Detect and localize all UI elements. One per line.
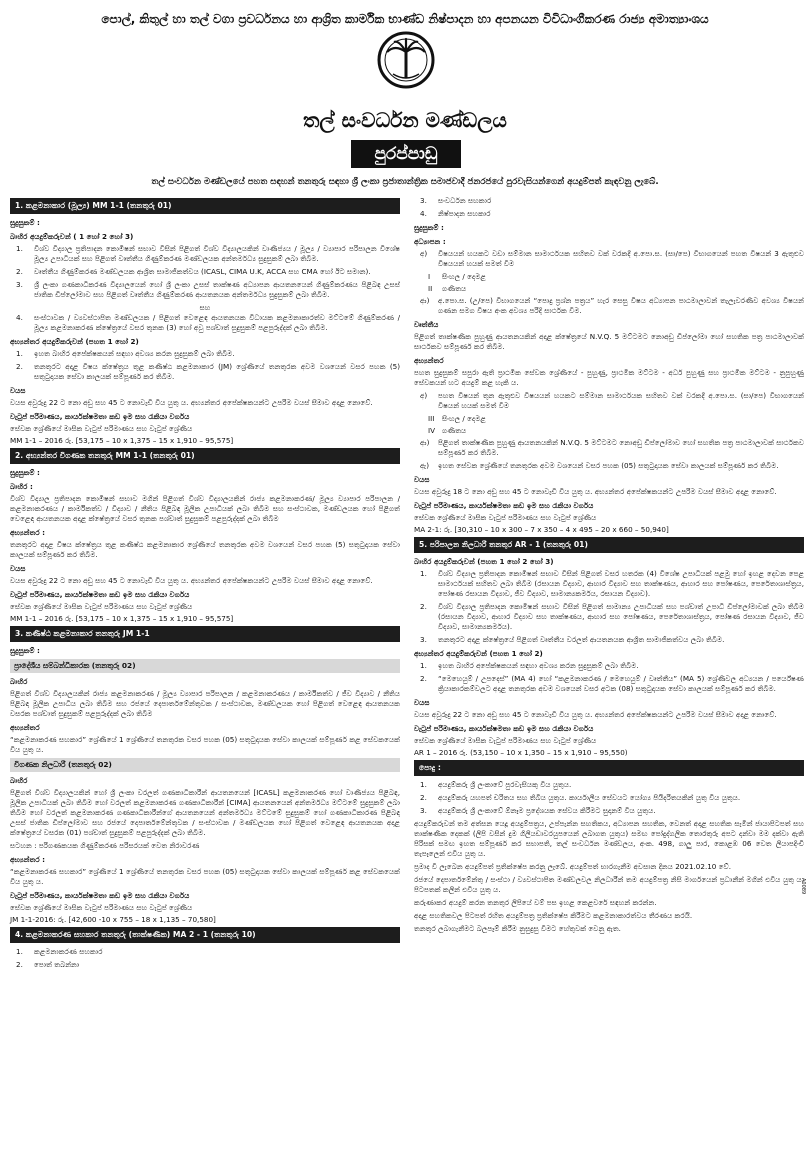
age-text: වයස අවුරුදු 22 ට නො අඩු සහ 45 ට නොවැඩි විය යුතු ය. අභ්‍යන්තර අපේක්ෂකයන්ට උපරිම වයස් සීමාව අදාළ නොවේ. <box>414 710 777 719</box>
salary-type: සේවක ශ්‍රේණියේ මාසික වැටුප් පරිමාණය සහ වැටුප් ශ්‍රේණිය <box>414 513 597 522</box>
emblem-icon <box>375 30 437 90</box>
external-heading: බාහිර අයදුම්කරුවන් (පහත 1 හෝ 2 හෝ 3) <box>414 557 554 566</box>
list-item: 3. අයදුම්කරු ශ්‍රී ලංකාවේ ඕනෑම ප්‍රදේශයක සේවය කිරීමට සුදානම් විය යුතුය. <box>420 806 656 815</box>
internal-text: පහත සුදුසුකම් සපුරා ඇති ප්‍රාථමික සේවක ශ්‍රේණියේ - පුහුණු, ප්‍රාථමික මට්ටම - අර්ධ පුහුණු සහ ප්‍රාථමික මට්ටම - නුපුහුණු සේවකයන් හට අයදුම් කළ හැකි ය. <box>414 368 804 387</box>
qualifications-heading: සුදුසුකම් : <box>10 218 40 227</box>
list-item: 3. ශ්‍රී ලංකා ගණකාධිකරණ විද්‍යාලයෙන් හෝ ශ්‍රී ලංකා උසස් තාක්ෂණ අධ්‍යාපන ආයතනයෙන් ගිණුම්කරණය පිළිබඳ උසස් ජාතික ඩිප්ලෝමාව සහ පිළිගත් වෘත්තීය ගිණුම්කරණ ආයතනයක අන්තර්මධ්‍ය සුදුසුකම් ලබා තිබීම. <box>16 280 400 299</box>
salary-scale: MM 1-1 – 2016 රු. [53,175 – 10 x 1,375 – 15 x 1,910 – 95,575] <box>10 614 234 623</box>
salary-heading: වැටුප් පරිමාණය, කාර්යක්ෂමතා කඩ ඉම සහ රැකියා වර්ගය <box>10 412 190 421</box>
influence-text: තනතුර ලබාගැනීමට බලපෑම් කිරීම නුසුදුසු වීමට හේතුවක් වෙනු ඇත. <box>414 924 621 933</box>
external-heading: බාහිර : <box>10 482 33 491</box>
list-item: 2. විශ්ව විද්‍යාල ප්‍රතිපාදන කොමිෂන් සභාව විසින් පිළිගත් සාමාන්‍ය උපාධියක් සහ පශ්චාත් උපාධි ඩිප්ලෝමාවක් ලබා තිබීම (රසායන විද්‍යාව, ආහාර විද්‍යාව සහ තාක්ෂණය, ආහාර සහ පෝෂණය, පෙරේතාශාස්ත්‍රය, පෝෂණ රසායන විද්‍යාව, ජීව විද්‍යාව, සාමාන්‍යකර්මය). <box>420 602 804 631</box>
list-item: 1. අයදුම්කරු ශ්‍රී ලංකාවේ පුරවැසියකු විය යුතුය. <box>420 780 572 789</box>
and-text: සහ <box>199 303 211 312</box>
external-heading: බාහිර අයදුම්කරුවන් ( 1 හෝ 2 හෝ 3) <box>10 232 134 241</box>
list-item: 2. පොත් තබන්නා <box>16 960 80 969</box>
salary-type: සේවක ශ්‍රේණියේ මාසික වැටුප් පරිමාණය සහ වැටුප් ශ්‍රේණිය <box>414 736 597 745</box>
list-item: 1. කළමනාකරණ සහකාර <box>16 947 103 956</box>
list-item: 2. වෘත්තීය ගිණුම්කරණ මණ්ඩලයක ආශ්‍රිත සාමාජිකත්වය (ICASL, CIMA U.K, ACCA සහ CMA හෝ ඊට සමාන). <box>16 267 371 276</box>
list-item: 1. විශ්ව විද්‍යාල ප්‍රතිපාදන කොමිෂන් සභාව විසින් පිළිගත් වසර හතරක (4) විශේෂ උපාධියක් පළමු හෝ ඉහළ දෙවන පෙළ සාමාර්ථයක් සහිතව ලබා තිබීම (රසායන විද්‍යාව, ආහාර විද්‍යාව සහ තාක්ෂණය, ආහාර සහ පෝෂණය, පෙරේතාශාස්ත්‍රය, පෝෂණ රසායන විද්‍යාව, ජීව විද්‍යාව, සාමාන්‍යකර්මය, රසායන විද්‍යාව). <box>420 569 804 598</box>
list-item: 2. “මෙහෙයුම් / උපදෙස්” (MA 4) හෝ “කළමනාකරණ / මෙහෙයුම් / වෘත්තීය” (MA 5) ශ්‍රේණිවල අධ්‍යයන / පර්යේෂණ ක්‍රියාකාරකම්වලට අදාළ තනතුරක අවම වශයෙන් වසර අටක (08) සතුටුදායක සේවා කාලයක් සම්පූර්ණ කර තිබීම. <box>420 674 804 693</box>
age-heading: වයස <box>414 475 430 484</box>
list-item: 1. විශ්ව විද්‍යාල ප්‍රතිපාදන කොමිෂන් සභාව විසින් පිළිගත් විශ්ව විද්‍යාලයකින් වාණිජ්‍යය / මූල්‍ය / ව්‍යාපාර පරිපාලන විශේෂ මූල්‍ය උපාධියක් සහ පිළිගත් වෘත්තීය ගිණුම්කරණ මණ්ඩලයක අන්තර්මධ්‍ය සුදුසුකම් ලබා තිබීම. <box>16 244 400 263</box>
salary-scale: JM 1-1-2016: රු. [42,600 -10 x 755 – 18 x 1,135 – 70,580] <box>10 915 216 924</box>
salary-type: සේවක ශ්‍රේණියේ මාසික වැටුප් පරිමාණය සහ වැටුප් ශ්‍රේණිය <box>10 602 193 611</box>
internal-heading: අභ්‍යන්තර : <box>10 528 46 537</box>
list-item: 4. සංස්ථාවක / ව්‍යවස්ථාපිත මණ්ඩලයක / පිළිගත් වෙළෙඳ ආයතනයක විධායක කළමනාකාරත්ව මට්ටමේ ගිණුම්කරණ / මූල්‍ය කළමනාකරණ ක්ෂේත්‍රයේ වසර තුනක (3) හෝ අවු පශ්චාත් සුදුසුකම් පළපුරුද්දක් ලබා තිබීම. <box>16 313 400 332</box>
age-text: වයස අවුරුදු 18 ට නො අඩු සහ 45 ට නොවැඩි විය යුතු ය. අභ්‍යන්තර අපේක්ෂකයන්ට උපරිම වයස් සීමාව අදාළ නොවේ. <box>414 487 777 496</box>
section-4-title: 4. කළමනාකරණ සහකාර තනතුරු (තාක්ෂණික) MA 2 - 1 (තනතුරු 10) <box>10 927 400 943</box>
government-officers-text: රජයේ දෙපාර්තමේන්තු / සංස්ථා / ව්‍යවස්ථාපිත මණ්ඩලවල නිලධාරීන් තම අයදුම්පත්‍ර නිසි මාර්ගයෙන් ප්‍රධානීන් මගින් එවිය යුතු ය. පිටපතක් කලින් එවිය යුතු ය. <box>414 875 804 894</box>
age-heading: වයස <box>10 386 26 395</box>
list-item: ආ) අ.පො.ස. (උ/පෙ) විභාගයෙන් “පොදු ප්‍රශ්න පත්‍රය” හැර සෙසු විෂය අධ්‍යාපන පාඨමාලාවන් තැලැවරණිව අවශ්‍ය විෂයන් ගණන සමග විෂය අංක අවශ්‍ය පරිදි සාර්ථක වීම. <box>420 296 804 315</box>
board-name: තල් සංවර්ධන මණ්ඩලය <box>303 108 507 132</box>
sub-item: I සිංහල / දෙමළ <box>428 272 486 281</box>
section-3-title: 3. කණිෂ්ඨ කළමනාකාර තනතුරු JM 1-1 <box>10 626 400 642</box>
qualifications-heading: සුදුසුකම් : <box>414 223 444 232</box>
salary-type: සේවක ශ්‍රේණියේ මාසික වැටුප් පරිමාණය සහ වැටුප් ශ්‍රේණිය <box>10 903 193 912</box>
salary-scale: MM 1-1 – 2016 රු. [53,175 – 10 x 1,375 – 15 x 1,910 – 95,575] <box>10 436 234 445</box>
list-item: අ) පහත විෂයන් තුන ඇතුළුව විෂයයන් හයකට සම්මාන සාමාර්ථයක සහිතව වක් වරකදී අ.පො.ස. (සා/පෙ) විභාගයෙන් විෂයන් හයක් සමත් වීම <box>420 391 804 410</box>
external-text: පිළිගත් විශ්ව විද්‍යාලයකින් හෝ ශ්‍රී ලංකා වරලත් ගණකාධිකාරීන් ආයතනයෙන් [ICASL] කළමනාකරණ හෝ වාණිජ්‍යය පිළිබඳ, මූලික උපාධියක් ලබා තිබීම හෝ වරලත් කළමනාකරණ ගණකාධිකාරීන් [CIMA] ආයතනයෙන් අන්තර්මධ්‍ය මට්ටමේ සුදුසුකම් ලබා තිබීම හෝ වරලත් කළමනාකරණ ගණකාධිකාරීන්ගේ ආයතනයෙන් අන්තර්මධ්‍ය මට්ටමේ සුදුසුකම් හෝ ගණකාධිකාරණ පිළිබඳ උසස් ජාතික ඩිප්ලෝමාව සහ රජයේ දෙපාර්තමේන්තුවක / සංස්ථාවක / මණ්ඩලයක හෝ පිළිගත් වෙළෙඳ ආයතනයක අදාළ ක්ෂේත්‍රයේ වසරක (01) පශ්චාත් සුදුසුකම් පළපුරුද්දක් ලබා තිබීම. <box>10 788 400 837</box>
salary-heading: වැටුප් පරිමාණය, කාර්යක්ෂමතා කඩ ඉම සහ රැකියා වර්ගය <box>10 590 190 599</box>
regional-coordinator-subheading: ප්‍රාදේශීය සම්බන්ධීකාරක (තනතුරු 02) <box>10 659 400 673</box>
list-item: 1. ඉහත බාහිර අපේක්ෂකයන් සඳහා අවශ්‍ය කරන සුදුසුකම් ලබා තිබීම. <box>16 349 235 358</box>
application-instructions: අයදුම්කරුවන් තම අත්සන යෙදූ අයදුම්පත්‍රය, උප්පැන්න සහතිකය, අධ්‍යාපන සහතික, වෙනත් අදාළ සහතික සැමින් ජායාපිටපත් සහ තාක්ෂණික දෙකක් (ලිපි වසින් දුම ගිලියඩාවරයුපයෙන් ලබාගත යුතුය) සමඟ පෝදුද්ගලික තොරතුරු අපට දන්වා මම දක්වා ඇති පිරිසක් සමඟ ඉහත සම්පූර්ණ කර සභාපති, තල් සංවර්ධන මණ්ඩලය, අංක. 498, ගාලු පාර, කොළඹ 06 වෙත ලියාපදිංචි තැපෑලෙන් එවිය යුතු ය. <box>414 819 804 858</box>
left-column <box>10 196 400 973</box>
vacancies-banner: පුරප්පාඩු <box>351 140 461 168</box>
internal-text: තනතුරට අදාළ විෂය ක්ෂේත්‍රය තුළ කණිෂ්ඨ කළමනාකාර ශ්‍රේණියේ තනතුරක අවම වශයෙන් වසර පහක (5) සතුටුදායක සේවා කාලයක් සම්පූර්ණ කර තිබීම. <box>10 540 400 559</box>
internal-heading: අභ්‍යන්තර අයදුම්කරුවන් (පහත 1 හෝ 2) <box>414 649 543 658</box>
internal-heading: අභ්‍යන්තර <box>10 723 40 732</box>
list-item: 2. අයදුම්කරු යහපත් චරිතය සහ තිබිය යුතුය. කාර්යාලීය සේවයට යෝග්‍ය පියිදරිතයකින් යුතු විය යුතුය. <box>420 793 741 802</box>
salary-scale: MA 2-1: රු. [30,310 – 10 x 300 – 7 x 350 – 4 x 495 – 20 x 660 – 50,940] <box>414 525 669 534</box>
right-column <box>414 196 804 937</box>
internal-heading: අභ්‍යන්තර <box>414 356 444 365</box>
internal-heading: අභ්‍යන්තර අයදුම්කරුවන් (පහත 1 හෝ 2) <box>10 337 139 346</box>
salary-heading: වැටුප් පරිමාණය, කාර්යක්ෂමතා කඩ ඉම සහ රැකියා වර්ගය <box>414 724 594 733</box>
side-mark: A0089 <box>800 878 806 895</box>
sub-item: IV ගණිතය <box>428 426 467 435</box>
internal-heading: අභ්‍යන්තර : <box>10 855 46 864</box>
rejection-text: අදාළ සහතිකවල පිටපත් රහිත අයදුම්පත්‍ර ප්‍රතික්ෂේප කිරීමට කළමනාකාරත්වය තීරණය කරයි. <box>414 911 693 920</box>
internal-text: “කළමනාකරණ සහකාර” ශ්‍රේණියේ 1 ශ්‍රේණියේ තනතුරක වසර පහක (05) සතුටුදායක සේවා කාලයක් සම්පූර්ණ කළ සේවකයෙක් විය යුතු ය. <box>10 867 400 886</box>
sub-item: II ගණිතය <box>428 284 467 293</box>
sub-item: III සිංහල / දෙමළ <box>428 414 486 423</box>
list-item: ඇ) ඉහත සේවක ශ්‍රේණියේ තනතුරක අවම වශයෙන් වසර පහක (05) සතුටුදායක සේවා කාලයක් සම්පූර්ණ කර තිබීම. <box>420 461 779 470</box>
education-heading: අධ්‍යාපන : <box>414 237 446 246</box>
age-heading: වයස <box>10 564 26 573</box>
list-item: අ) විෂයයන් හයකට වඩා සම්මාන සාමාර්ථයක සහිතව වක් වරකදී අ.පො.ස. (සා/පෙ) විභාගයෙන් පහත විෂයන් 3 ඇතුළුව විෂයයන් හයක් සමත් වීම <box>420 249 804 268</box>
post-mark-text: කරුණාකර අයදුම් කරන තනතුර ලිපියේ වම් පස ඉහළ කෙළවරේ සඳහන් කරන්න. <box>414 898 657 907</box>
section-5-title: 5. පරිපාලන නිලධාරී තනතුර AR - 1 (තනතුරු 01) <box>414 537 804 553</box>
age-text: වයස අවුරුදු 22 ට නො අඩු සහ 45 ට නොවැඩි විය යුතු ය. අභ්‍යන්තර අපේක්ෂකයන්ට උපරිම වයස් සීමාව අදාළ නොවේ. <box>10 398 373 407</box>
external-heading: බාහිර <box>10 776 28 785</box>
qualifications-heading: සුදුසුකම් : <box>10 468 40 477</box>
external-heading: බාහිර <box>10 677 28 686</box>
qualifications-heading: සුදුසුකම් : <box>10 646 40 655</box>
intro-text: තල් සංවර්ධන මණ්ඩලයේ පහත සඳහන් තනතුරු සඳහා ශ්‍රී ලංකා ප්‍රජාතාන්ත්‍රික සමාජවාදී ජනරජයේ පුරවැසියන්ගෙන් අයදුම්පත් කැඳවනු ලැබේ. <box>151 177 659 187</box>
external-text: පිළිගත් විශ්ව විද්‍යාලයකින් රාජ්‍ය කළමනාකරණ / මූල්‍ය ව්‍යාපාර පරිපාලන / කළමනාකරණය / කාර්මිකත්ව / ජීව විද්‍යාව / නීතිය පිළිබඳ මූලික උපාධිය ලබා තිබීම සහ රජයේ දෙපාර්තමේන්තුවක / සංස්ථාවක, මණ්ඩලයක හෝ පිළිගත් වෙළෙඳ ආයතනයක වසරක පශ්චාත් සුදුසුකම් පළපුරුද්දක් ලබා තිබීම <box>10 689 400 718</box>
ministry-name: පොල්, කිතුල් හා තල් වගා ප්‍රවර්ධනය හා ආශ්‍රිත කාර්මික භාණ්ඩ නිෂ්පාදන හා අපනයන විවිධාංගීකරණ රාජ්‍ය අමාත්‍යාංශය <box>101 12 709 26</box>
audit-officer-subheading: විගණක නිලධාරී (තනතුරු 02) <box>10 758 400 772</box>
salary-heading: වැටුප් පරිමාණය, කාර්යක්ෂමතා කඩ ඉම සහ රැකියා වර්ගය <box>414 501 594 510</box>
salary-scale: AR 1 – 2016 රු. (53,150 – 10 x 1,350 – 15 x 1,910 – 95,550) <box>414 748 628 757</box>
internal-text: “කළමනාකරණ සහකාර” ශ්‍රේණියේ 1 ශ්‍රේණියේ තනතුරක වසර පහක (05) සතුටුදායක සේවා කාලයක් සම්පූර්ණ කළ සේවකයෙක් විය යුතු ය. <box>10 735 400 754</box>
vocational-text: පිළිගත් තාක්ෂණික පුහුණු ආයතනයකින් අදාළ ක්ෂේත්‍රයේ N.V.Q. 5 මට්ටමට නොඅඩු ඩිප්ලෝමා හෝ සහතික පත්‍ර පාඨමාලාවක් සාර්ථකව සම්පූර්ණ කර තිබීම. <box>414 332 804 351</box>
list-item: ආ) පිළිගත් තාක්ෂණික පුහුණු ආයතනයකින් N.V.Q. 5 මට්ටමට නොඅඩු ඩිප්ලෝමාව හෝ සහතික පත්‍ර පාඨමාලාවක් සාර්ථකව සම්පූර්ණ කර තිබීම. <box>420 438 804 457</box>
list-item: 1. ඉහත බාහිර අපේක්ෂකයන් සඳහා අවශ්‍ය කරන සුදුසුකම් ලබා තිබීම. <box>420 661 639 670</box>
vocational-heading: වෘත්තීය <box>414 320 439 329</box>
list-item: 4. නිෂ්පාදන සහකාර <box>420 209 491 218</box>
list-item: 3. සංවර්ධන සහකාර <box>420 196 492 205</box>
age-heading: වයස <box>414 698 430 707</box>
closing-date-text: ප්‍රමාද වී ලැබෙන අයදුම්පත් ප්‍රතික්ෂේප කරනු ලැබේ. අයදුම්පත් භාරගැනීම අවසාන දිනය 2021.02.10 වේ. <box>414 862 732 871</box>
salary-heading: වැටුප් පරිමාණය, කාර්යක්ෂමතා කඩ ඉම සහ රැකියා වර්ගය <box>10 891 190 900</box>
section-2-title: 2. අභ්‍යන්තර විගණක තනතුරු MM 1-1 (තනතුරු 01) <box>10 448 400 464</box>
note-text: සටහන : පරිගණකයක ගිණුම්කරණ පරිසරයක් වෙත නිරාවරණ <box>10 841 200 850</box>
age-text: වයස අවුරුදු 22 ට නො අඩු සහ 45 ට නොවැඩි විය යුතු ය. අභ්‍යන්තර අපේක්ෂකයන්ට උපරිම වයස් සීමාව අදාළ නොවේ. <box>10 576 373 585</box>
list-item: 3. තනතුරට අදාළ ක්ෂේත්‍රයේ පිළිගත් වෘත්තීය වරලත් ආයතනයක ආශ්‍රිත සාමාජිකත්වය ලබා තිබීම. <box>420 635 725 644</box>
list-item: 2. තනතුරට අදාළ විෂය ක්ෂේත්‍රය තුළ කණිෂ්ඨ කළමනාකාර (JM) ශ්‍රේණියේ තනතුරක අවම වශයෙන් වසර පහක (5) සතුටුදායක සේවා කාලයක් සම්පූර්ණ කර තිබීම. <box>16 362 400 381</box>
general-title: පොදු : <box>414 760 804 776</box>
external-text: විශ්ව විද්‍යාල ප්‍රතිපාදන කොමිෂන් සභාව මගින් පිළිගත් විශ්ව විද්‍යාලයකින් රාජ්‍ය කළමනාකරණ/ මූල්‍ය ව්‍යාපාර පරිපාලන / කළමනාකරණය / කාර්මිකත්ව / විද්‍යාව / නීතිය පිළිබඳ මූලික උපාධියක් ලබා තිබීම සහ සංස්ථාවක, මණ්ඩලයක හෝ පිළිගත් වෙළෙඳ ආයතනයක අදාළ ක්ෂේත්‍රයේ වසර තුනක පශ්චාත් සුදුසුකම් පළපුරුද්දක් ලබා තිබීම <box>10 494 400 523</box>
section-1-title: 1. කළමනාකාර (මූල්‍ය) MM 1-1 (තනතුරු 01) <box>10 198 400 214</box>
salary-type: සේවක ශ්‍රේණියේ මාසික වැටුප් පරිමාණය සහ වැටුප් ශ්‍රේණිය <box>10 424 193 433</box>
